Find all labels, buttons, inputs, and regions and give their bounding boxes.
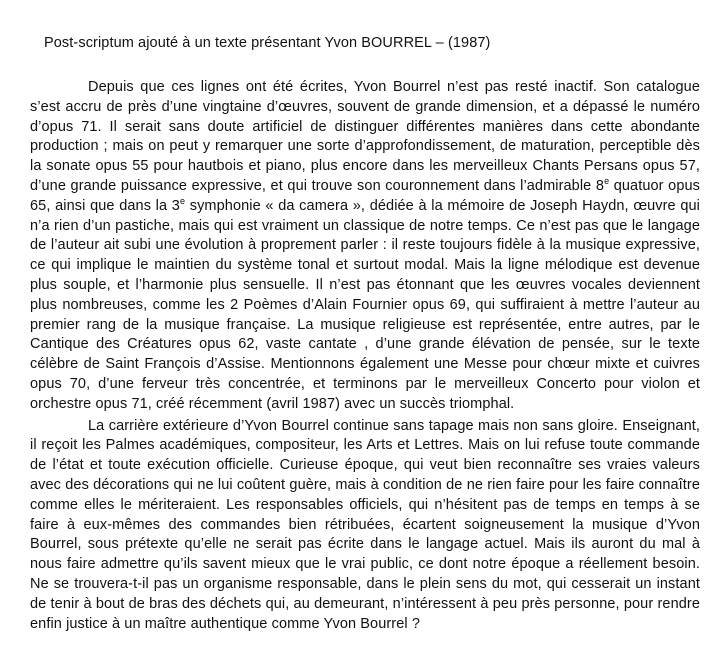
ordinal-superscript: e [179,195,186,206]
ordinal-superscript: e [604,176,610,187]
paragraph-catalogue [30,78,700,415]
paragraph-catalogue-text-3: symphonie « da camera », dédiée à la mémoire de Joseph Haydn, œuvre qui n’a rien d’un pastiche, mais qui est vraiment un classique de notre temps. Ce n’est pas que le langage de l’auteur ait subi une évolution à proprement parler : il reste toujours fidèle à la musique expressive, ce qui implique le maintien du système tonal et surtout modal. Mais la ligne mélodique est devenue plus souple, et l’harmonie plus sensuelle. Il n’est pas étonnant que les œuvres vocales deviennent plus nombreuses, comme les 2 Poèmes d’Alain Fournier opus 69, qui suffiraient à mettre l’auteur au premier rang de la musique française. La musique religieuse est représentée, entre autres, par le Cantique des Créatures opus 62, vaste cantate , d’une grande élévation de pensée, sur le texte célèbre de Saint François d’Assise. Mentionnons également une Messe pour chœur mixte et cuivres opus 70, d’une ferveur très concentrée, et terminons par le merveilleux Concerto pour violon et orchestre opus 71, créé récemment (avril 1987) avec un succès triomphal. [30,197,701,412]
paragraph-career: La carrière extérieure d’Yvon Bourrel continue sans tapage mais non sans gloire. Enseignant, il reçoit les Palmes académiques, compositeur, les Arts et Lettres. Mais on lui refuse toute commande de l’état et toute exécution officielle. Curieuse époque, qui veut bien reconnaître ses vraies valeurs avec des décorations qui ne lui coûtent guère, mais à condition de ne rien faire pour les faire connaître comme elles le mériteraient. Les responsables officiels, qui n’hésitent pas de temps en temps à se faire à eux-mêmes des commandes bien rétribuées, écartent soigneusement la musique d’Yvon Bourrel, sous prétexte qu’elle ne serait pas écrite dans le langage actuel. Mais ils auront du mal à nous faire admettre qu’ils savent mieux que le vrai public, ce dont notre époque a réellement besoin. Ne se trouvera-t-il pas un organisme responsable, dans le plein sens du mot, qui cesserait un instant de tenir à bout de bras des déchets qui, au demeurant, n’intéressent à peu près personne, pour rendre enfin justice à un maître authentique comme Yvon Bourrel ? [30,417,700,632]
document-title: Post-scriptum ajouté à un texte présentant Yvon BOURREL – (1987) [44,35,491,51]
paragraph-catalogue-text-2: quatuor opus 65, ainsi que dans la 3 [30,177,700,214]
paragraph-catalogue-text-1: Depuis que ces lignes ont été écrites, Yvon Bourrel n’est pas resté inactif. Son catalogue s’est accru de près d’une vingtaine d’œuvres, souvent de grande dimension, et a dépassé le numéro d’opus 71. Il serait sans doute artificiel de distinguer différentes manières dans cette abondante production ; mais on peut y remarquer une sorte d’approfondissement, de maturation, perceptible dès la sonate opus 55 pour hautbois et piano, plus encore dans les merveilleux Chants Persans opus 57, d’une grande puissance expressive, et qui trouve son couronnement dans l’admirable 8 [30,79,700,194]
